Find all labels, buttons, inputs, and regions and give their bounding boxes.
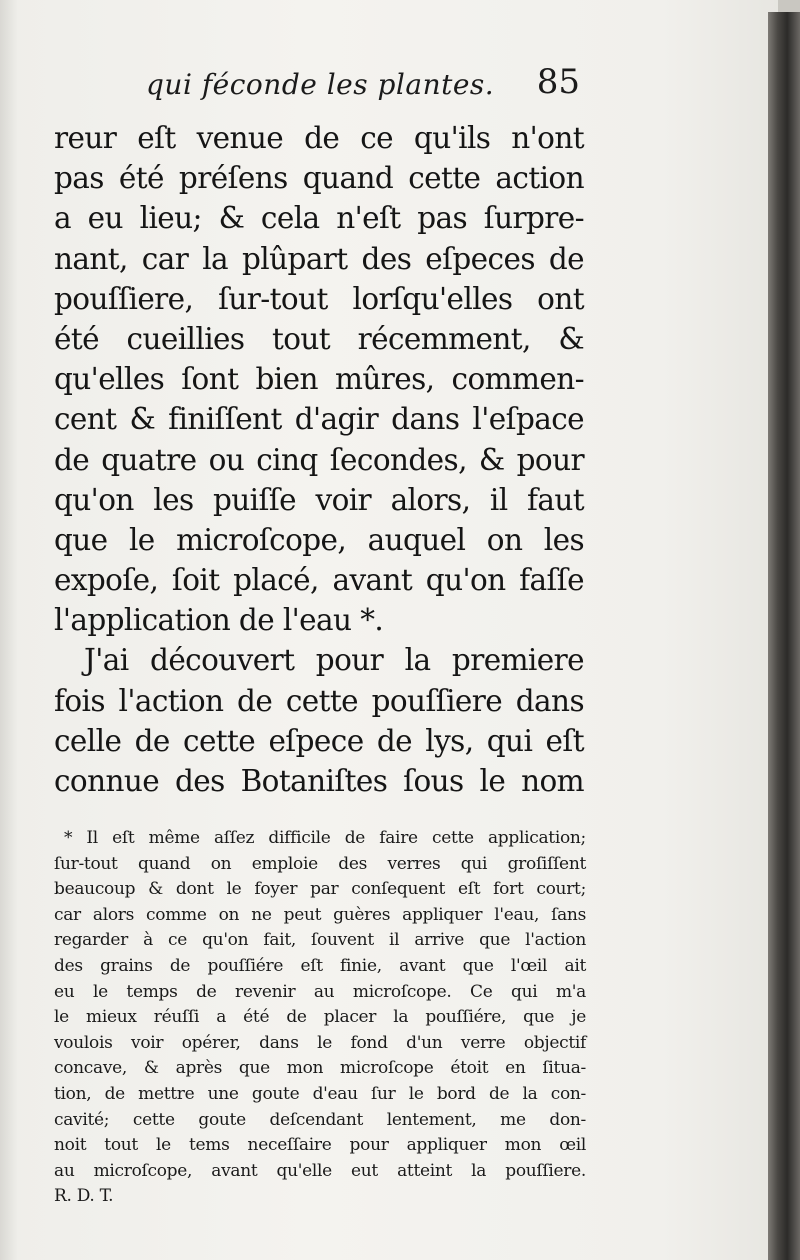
- page-edge-shadow: [0, 0, 18, 1260]
- body-line: expoſe, ſoit placé, avant qu'on faſſe: [54, 563, 584, 598]
- body-line: qu'on les puiſſe voir alors, il faut: [54, 482, 584, 517]
- running-title: qui féconde les plantes.: [146, 68, 495, 101]
- footnote-line: cavité; cette goute deſcendant lentement, me don-: [54, 1109, 586, 1130]
- body-line: cent & finiſſent d'agir dans l'eſpace: [54, 402, 584, 437]
- body-line: pouſſiere, ſur-tout lorſqu'elles ont: [54, 281, 584, 316]
- body-line: pas été préſens quand cette action: [54, 161, 584, 196]
- footnote-line: ſur-tout quand on emploie des verres qui groſiſſent: [54, 853, 586, 874]
- body-text: [54, 118, 584, 801]
- book-spine: [768, 12, 800, 1260]
- footnote-line: des grains de pouſſiére eſt finie, avant que l'œil ait: [54, 955, 586, 976]
- body-line: que le microſcope, auquel on les: [54, 522, 584, 557]
- body-line: de quatre ou cinq ſecondes, & pour: [54, 442, 584, 477]
- body-line: été cueillies tout récemment, &: [54, 321, 584, 356]
- body-line: J'ai découvert pour la premiere: [84, 643, 584, 678]
- footnote-line: beaucoup & dont le foyer par conſequent eſt fort court;: [54, 879, 586, 900]
- body-line: qu'elles ſont bien mûres, commen-: [54, 362, 584, 397]
- body-line: l'application de l'eau *.: [54, 603, 384, 638]
- footnote-line: voulois voir opérer, dans le fond d'un verre objectif: [54, 1032, 586, 1053]
- body-line: nant, car la plûpart des eſpeces de: [54, 241, 584, 276]
- page-number: 85: [536, 62, 580, 102]
- footnote-line: noit tout le tems neceſſaire pour appliquer mon œil: [54, 1135, 586, 1156]
- footnote-line: regarder à ce qu'on fait, ſouvent il arrive que l'action: [54, 930, 586, 951]
- footnote-line: tion, de mettre une goute d'eau ſur le bord de la con-: [54, 1083, 586, 1104]
- footnote-line: car alors comme on ne peut guères appliquer l'eau, ſans: [54, 904, 586, 925]
- body-line: connue des Botaniſtes ſous le nom: [54, 764, 584, 798]
- footnote-line: eu le temps de revenir au microſcope. Ce qui m'a: [54, 981, 586, 1002]
- body-line: a eu lieu; & cela n'eſt pas ſurpre-: [54, 201, 584, 236]
- body-line: reur eſt venue de ce qu'ils n'ont: [54, 121, 584, 155]
- page-header: [54, 62, 584, 112]
- footnote-line: le mieux réuſſi a été de placer la pouſſiére, que je: [54, 1007, 586, 1028]
- body-line: celle de cette eſpece de lys, qui eſt: [54, 723, 584, 758]
- footnote-signature: R. D. T.: [54, 1186, 114, 1207]
- footnote-line: au microſcope, avant qu'elle eut atteint la pouſſiere.: [54, 1160, 586, 1181]
- footnote: [54, 826, 586, 1210]
- footnote-line: concave, & après que mon microſcope étoit en ſitua-: [54, 1058, 586, 1079]
- footnote-line: * Il eſt même aſſez difficile de faire cette application;: [64, 828, 586, 848]
- body-line: fois l'action de cette pouſſiere dans: [54, 683, 584, 718]
